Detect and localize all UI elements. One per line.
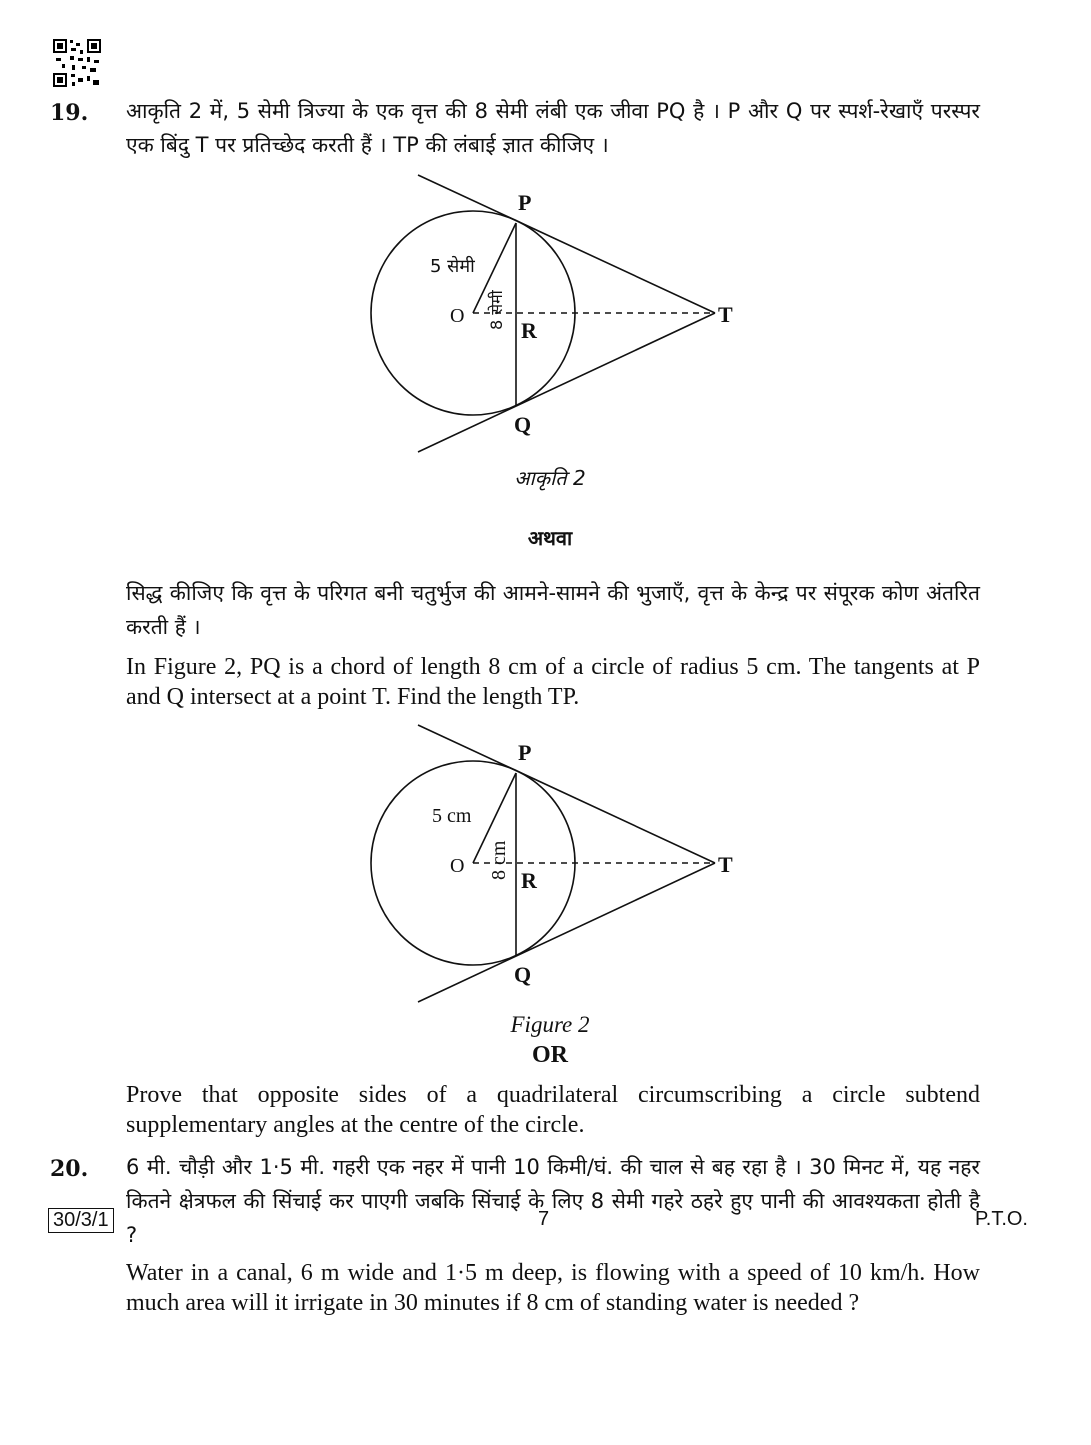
figure-caption-hindi: आकृति 2 [514,466,586,490]
paper-code: 30/3/1 [48,1208,114,1233]
pto-label: P.T.O. [975,1208,1028,1230]
tangent-p [418,175,715,313]
tangent-q [418,313,715,452]
figure-2-hindi [350,172,750,462]
figure-2-english [350,722,750,1012]
question-number-20: 20. [50,1156,89,1182]
label-p: P [518,190,532,215]
label-p: P [518,740,532,765]
qr-code [52,38,102,88]
q19-alt-english-text: Prove that opposite sides of a quadrilateral circumscribing a circle subtend supplementary angles at the centre of the circle. [126,1082,980,1138]
label-chord: 8 सेमी [487,290,506,330]
label-q: Q [514,962,532,987]
label-o: O [450,855,465,877]
label-t: T [718,852,733,877]
figure-caption-english: Figure 2 [510,1012,590,1037]
tangent-p [418,725,715,863]
label-radius: 5 cm [432,805,472,827]
label-r: R [521,318,537,343]
label-t: T [718,302,733,327]
label-q: Q [514,412,532,437]
q19-hindi-text: आकृति 2 में, 5 सेमी त्रिज्या के एक वृत्त की 8 सेमी लंबी एक जीवा PQ है । P और Q पर स्पर्श-रेखाएँ परस्पर एक बिंदु T पर प्रतिच्छेद करती हैं । TP की लंबाई ज्ञात कीजिए । [126,99,980,157]
label-radius: 5 सेमी [430,256,475,277]
question-number-19: 19. [50,100,89,126]
page-number: 7 [538,1208,550,1230]
q20-hindi-text: 6 मी. चौड़ी और 1·5 मी. गहरी एक नहर में पानी 10 किमी/घं. की चाल से बह रहा है । 30 मिनट में, यह नहर कितने क्षेत्रफल की सिंचाई कर पाएगी जबकि सिंचाई के लिए 8 सेमी गहरे ठहरे हुए पानी की आवश्यकता होती है ? [126,1155,980,1247]
q19-alt-hindi-text: सिद्ध कीजिए कि वृत्त के परिगत बनी चतुर्भुज की आमने-सामने की भुजाएँ, वृत्त के केन्द्र पर संपूरक कोण अंतरित करती हैं । [126,581,980,639]
or-english: OR [532,1042,568,1068]
or-hindi: अथवा [527,526,573,550]
tangent-q [418,863,715,1002]
q20-english-text: Water in a canal, 6 m wide and 1·5 m deep, is flowing with a speed of 10 km/h. How much area will it irrigate in 30 minutes if 8 cm of standing water is needed ? [126,1260,980,1316]
q19-english-text: In Figure 2, PQ is a chord of length 8 cm of a circle of radius 5 cm. The tangents at P and Q intersect at a point T. Find the length TP. [126,654,980,710]
label-r: R [521,868,537,893]
label-o: O [450,305,465,327]
label-chord: 8 cm [488,840,510,880]
